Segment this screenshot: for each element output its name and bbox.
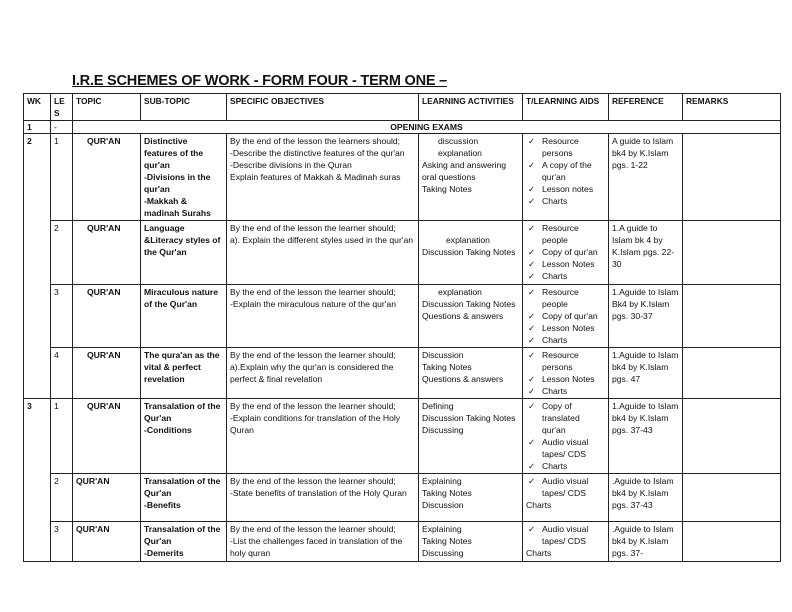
lesson-number: 3 bbox=[51, 285, 73, 348]
header-subtopic: SUB-TOPIC bbox=[141, 94, 227, 121]
aids-cell bbox=[523, 285, 609, 348]
topic-cell: QUR'AN bbox=[73, 285, 141, 348]
subtopic-cell bbox=[141, 285, 227, 348]
schemes-of-work-table bbox=[23, 93, 781, 562]
aid-text: Resource persons bbox=[542, 350, 579, 372]
aid-text: Copy of qur'an bbox=[542, 311, 598, 321]
aid-text: Resource persons bbox=[542, 136, 579, 158]
aids-cell bbox=[523, 522, 609, 562]
subtopic-cell bbox=[141, 399, 227, 474]
remarks-cell bbox=[683, 474, 781, 522]
reference-cell: .Aguide to Islam bk4 by K.Islam pgs. 37-43 bbox=[609, 474, 683, 522]
aid-text: Lesson Notes bbox=[542, 374, 595, 384]
reference-cell: 1.A guide to Islam bk 4 by K.Islam pgs. 22-30 bbox=[609, 221, 683, 285]
checkmark-icon: ✓ bbox=[528, 311, 536, 321]
subtopic-line: Distinctive features of the qur'an bbox=[144, 136, 204, 170]
table-row bbox=[24, 474, 781, 522]
checkmark-icon: ✓ bbox=[528, 386, 536, 396]
aid-item bbox=[526, 286, 605, 310]
checkmark-icon: ✓ bbox=[528, 524, 536, 534]
objective-line: a).Explain why the qur'an is considered the perfect & final revelation bbox=[230, 362, 394, 384]
activity-line: Taking Notes bbox=[422, 488, 472, 498]
aids-cell bbox=[523, 221, 609, 285]
objectives-cell bbox=[227, 134, 419, 221]
topic-cell: QUR'AN bbox=[73, 134, 141, 221]
checkmark-icon: ✓ bbox=[528, 184, 536, 194]
activity-line: Taking Notes bbox=[422, 536, 472, 546]
activity-line: Discussing bbox=[422, 548, 464, 558]
opening-exams-label: OPENING EXAMS bbox=[73, 121, 781, 134]
checkmark-icon: ✓ bbox=[528, 437, 536, 447]
objective-line: By the end of the lesson the learner should; bbox=[230, 223, 396, 233]
activities-cell bbox=[419, 285, 523, 348]
topic-cell: QUR'AN bbox=[73, 399, 141, 474]
subtopic-line: Transalation of the Qur'an bbox=[144, 524, 221, 546]
objective-line: -State benefits of translation of the Holy Quran bbox=[230, 488, 407, 498]
subtopic-cell bbox=[141, 522, 227, 562]
aid-item bbox=[526, 475, 605, 499]
aid-item bbox=[526, 349, 605, 373]
checkmark-icon: ✓ bbox=[528, 247, 536, 257]
objective-line: By the end of the lesson the learner should; bbox=[230, 401, 396, 411]
remarks-cell bbox=[683, 348, 781, 399]
activity-line: Taking Notes bbox=[422, 184, 472, 194]
checkmark-icon: ✓ bbox=[528, 350, 536, 360]
subtopic-line: The qura'an as the vital & perfect revelation bbox=[144, 350, 220, 384]
subtopic-line: -Divisions in the qur'an bbox=[144, 172, 211, 194]
header-remarks: REMARKS bbox=[683, 94, 781, 121]
activity-line: Discussion Taking Notes bbox=[422, 247, 516, 257]
aid-item bbox=[526, 547, 605, 559]
objective-line: -Explain conditions for translation of the Holy Quran bbox=[230, 413, 401, 435]
aid-text: Copy of qur'an bbox=[542, 247, 598, 257]
lesson-number: 2 bbox=[51, 221, 73, 285]
aid-text: Audio visual tapes/ CDS bbox=[542, 476, 589, 498]
checkmark-icon: ✓ bbox=[528, 461, 536, 471]
checkmark-icon: ✓ bbox=[528, 323, 536, 333]
lesson-number: 4 bbox=[51, 348, 73, 399]
activities-cell bbox=[419, 522, 523, 562]
table-row bbox=[24, 221, 781, 285]
subtopic-cell bbox=[141, 221, 227, 285]
lesson-number: 1 bbox=[51, 399, 73, 474]
table-row bbox=[24, 285, 781, 348]
remarks-cell bbox=[683, 399, 781, 474]
reference-cell: 1.Aguide to Islam Bk4 by K.Islam pgs. 30-37 bbox=[609, 285, 683, 348]
document-title: I.R.E SCHEMES OF WORK - FORM FOUR - TERM ONE – bbox=[72, 73, 448, 89]
aid-item bbox=[526, 258, 605, 270]
lesson-number: 2 bbox=[51, 474, 73, 522]
subtopic-line: Language &Literacy styles of the Qur'an bbox=[144, 223, 221, 257]
activities-cell bbox=[419, 399, 523, 474]
aid-text: Audio visual tapes/ CDS bbox=[542, 437, 589, 459]
objectives-cell bbox=[227, 399, 419, 474]
remarks-cell bbox=[683, 134, 781, 221]
activity-line: Questions & answers bbox=[422, 374, 504, 384]
activity-line: Questions & answers bbox=[422, 311, 504, 321]
aids-cell bbox=[523, 399, 609, 474]
aid-item bbox=[526, 246, 605, 258]
objective-line: By the end of the lesson the learner should; bbox=[230, 350, 396, 360]
aid-text: Lesson Notes bbox=[542, 259, 595, 269]
table-row bbox=[24, 348, 781, 399]
week-number: 3 bbox=[24, 399, 51, 562]
subtopic-cell bbox=[141, 474, 227, 522]
header-topic: TOPIC bbox=[73, 94, 141, 121]
aid-text: Charts bbox=[542, 196, 568, 206]
remarks-cell bbox=[683, 221, 781, 285]
lesson-number: - bbox=[51, 121, 73, 134]
aid-item bbox=[526, 436, 605, 460]
activity-line: Discussion Taking Notes bbox=[422, 299, 516, 309]
checkmark-icon: ✓ bbox=[528, 223, 536, 233]
objective-line: -Describe divisions in the Quran bbox=[230, 160, 352, 170]
objective-line: -List the challenges faced in translation of the holy quran bbox=[230, 536, 403, 558]
objective-line: By the end of the lesson the learners should; bbox=[230, 136, 401, 146]
aids-cell bbox=[523, 348, 609, 399]
aid-item bbox=[526, 195, 605, 207]
aid-text: Charts bbox=[542, 386, 568, 396]
activity-line: explanation bbox=[438, 148, 482, 158]
reference-cell: A guide to Islam bk4 by K.Islam pgs. 1-22 bbox=[609, 134, 683, 221]
activity-line: explanation bbox=[438, 287, 482, 297]
aid-item bbox=[526, 222, 605, 246]
aid-text: Lesson notes bbox=[542, 184, 594, 194]
subtopic-line: Miraculous nature of the Qur'an bbox=[144, 287, 219, 309]
remarks-cell bbox=[683, 522, 781, 562]
subtopic-line: Transalation of the Qur'an bbox=[144, 476, 221, 498]
aid-item bbox=[526, 499, 605, 511]
aid-item bbox=[526, 270, 605, 282]
objectives-cell bbox=[227, 474, 419, 522]
activities-cell bbox=[419, 348, 523, 399]
aid-text: Charts bbox=[542, 461, 568, 471]
objectives-cell bbox=[227, 285, 419, 348]
activity-line: Discussing bbox=[422, 425, 464, 435]
aid-text: Copy of translated qur'an bbox=[542, 401, 580, 435]
objectives-cell bbox=[227, 348, 419, 399]
subtopic-line: Transalation of the Qur'an bbox=[144, 401, 221, 423]
subtopic-line: -Conditions bbox=[144, 425, 192, 435]
table-row bbox=[24, 522, 781, 562]
activity-line: explanation bbox=[446, 235, 490, 245]
reference-cell: 1.Aguide to Islam bk4 by K.Islam pgs. 37-43 bbox=[609, 399, 683, 474]
table-row bbox=[24, 399, 781, 474]
checkmark-icon: ✓ bbox=[528, 335, 536, 345]
activity-line: Asking and answering oral questions bbox=[422, 160, 507, 182]
reference-cell: 1.Aguide to Islam bk4 by K.Islam pgs. 47 bbox=[609, 348, 683, 399]
aid-item bbox=[526, 385, 605, 397]
week-number: 2 bbox=[24, 134, 51, 399]
activity-line: Taking Notes bbox=[422, 362, 472, 372]
subtopic-cell bbox=[141, 134, 227, 221]
activity-line: Discussion bbox=[422, 500, 464, 510]
checkmark-icon: ✓ bbox=[528, 160, 536, 170]
aid-text: Charts bbox=[526, 500, 552, 510]
objective-line: Explain features of Makkah & Madinah suras bbox=[230, 172, 401, 182]
header-activities: LEARNING ACTIVITIES bbox=[419, 94, 523, 121]
aid-item bbox=[526, 183, 605, 195]
checkmark-icon: ✓ bbox=[528, 401, 536, 411]
checkmark-icon: ✓ bbox=[528, 374, 536, 384]
header-aids: T/LEARNING AIDS bbox=[523, 94, 609, 121]
activity-line: Discussion Taking Notes bbox=[422, 413, 516, 423]
table-row bbox=[24, 134, 781, 221]
objective-line: By the end of the lesson the learner should; bbox=[230, 287, 396, 297]
header-objectives: SPECIFIC OBJECTIVES bbox=[227, 94, 419, 121]
aid-text: Audio visual tapes/ CDS bbox=[542, 524, 589, 546]
lesson-number: 3 bbox=[51, 522, 73, 562]
aid-item bbox=[526, 460, 605, 472]
aid-item bbox=[526, 322, 605, 334]
checkmark-icon: ✓ bbox=[528, 476, 536, 486]
activities-cell bbox=[419, 134, 523, 221]
checkmark-icon: ✓ bbox=[528, 271, 536, 281]
aid-item bbox=[526, 159, 605, 183]
aid-text: Resource people bbox=[542, 287, 579, 309]
subtopic-cell bbox=[141, 348, 227, 399]
activity-line: discussion bbox=[438, 136, 479, 146]
activity-line: Explaining bbox=[422, 524, 462, 534]
subtopic-line: -Demerits bbox=[144, 548, 184, 558]
aid-text: Lesson Notes bbox=[542, 323, 595, 333]
aid-text: A copy of the qur'an bbox=[542, 160, 592, 182]
header-lesson: LE S bbox=[51, 94, 73, 121]
activities-cell bbox=[419, 474, 523, 522]
activity-line: Defining bbox=[422, 401, 454, 411]
activity-line: Explaining bbox=[422, 476, 462, 486]
objective-line: -Describe the distinctive features of the qur'an bbox=[230, 148, 405, 158]
objective-line: -Explain the miraculous nature of the qur'an bbox=[230, 299, 396, 309]
objectives-cell bbox=[227, 221, 419, 285]
checkmark-icon: ✓ bbox=[528, 136, 536, 146]
opening-exams-row bbox=[24, 121, 781, 134]
aid-item bbox=[526, 373, 605, 385]
remarks-cell bbox=[683, 285, 781, 348]
checkmark-icon: ✓ bbox=[528, 196, 536, 206]
topic-cell: QUR'AN bbox=[73, 221, 141, 285]
aid-item bbox=[526, 135, 605, 159]
aid-text: Charts bbox=[542, 335, 568, 345]
checkmark-icon: ✓ bbox=[528, 287, 536, 297]
topic-cell: QUR'AN bbox=[73, 522, 141, 562]
reference-cell: .Aguide to Islam bk4 by K.Islam pgs. 37- bbox=[609, 522, 683, 562]
header-row bbox=[24, 94, 781, 121]
aid-item bbox=[526, 523, 605, 547]
objectives-cell bbox=[227, 522, 419, 562]
aids-cell bbox=[523, 134, 609, 221]
week-number: 1 bbox=[24, 121, 51, 134]
objective-line: By the end of the lesson the learner should; bbox=[230, 524, 396, 534]
topic-cell: QUR'AN bbox=[73, 474, 141, 522]
lesson-number: 1 bbox=[51, 134, 73, 221]
activities-cell bbox=[419, 221, 523, 285]
header-reference: REFERENCE bbox=[609, 94, 683, 121]
objective-line: a). Explain the different styles used in the qur'an bbox=[230, 235, 414, 245]
aid-text: Charts bbox=[526, 548, 552, 558]
aid-text: Resource people bbox=[542, 223, 579, 245]
aid-item bbox=[526, 400, 605, 436]
objective-line: By the end of the lesson the learner should; bbox=[230, 476, 396, 486]
topic-cell: QUR'AN bbox=[73, 348, 141, 399]
subtopic-line: -Makkah & madinah Surahs bbox=[144, 196, 211, 218]
aids-cell bbox=[523, 474, 609, 522]
subtopic-line: -Benefits bbox=[144, 500, 181, 510]
activity-line: Discussion bbox=[422, 350, 464, 360]
aid-item bbox=[526, 334, 605, 346]
checkmark-icon: ✓ bbox=[528, 259, 536, 269]
aid-text: Charts bbox=[542, 271, 568, 281]
header-week: WK bbox=[24, 94, 51, 121]
aid-item bbox=[526, 310, 605, 322]
